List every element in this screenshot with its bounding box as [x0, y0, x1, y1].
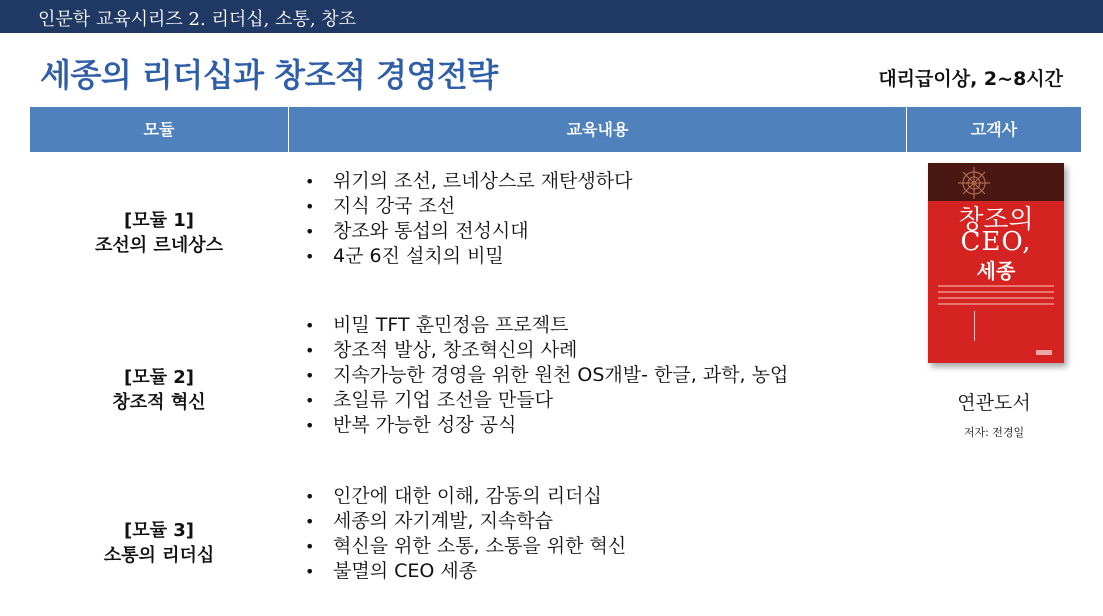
book-title-line2: CEO, [960, 227, 1032, 257]
ornament-icon [956, 165, 992, 201]
list-item: • 지식 강국 조선 [303, 194, 632, 219]
list-item: • 반복 가능한 성장 공식 [303, 413, 788, 438]
column-header-content: 교육내용 [289, 107, 907, 152]
book-blurb-lines [938, 285, 1054, 309]
module-tag: [모듈 1] [123, 210, 195, 231]
book-divider [974, 311, 975, 341]
list-item: • 비밀 TFT 훈민정음 프로젝트 [303, 313, 788, 338]
module-name: 소통의 리더십 [103, 545, 215, 566]
publisher-logo [1036, 350, 1052, 355]
list-item: • 세종의 자기계발, 지속학습 [303, 509, 626, 534]
list-item: • 인간에 대한 이해, 감동의 리더십 [303, 484, 626, 509]
module-3-label [30, 518, 288, 568]
list-item: • 창조와 통섭의 전성시대 [303, 219, 632, 244]
header-bar [0, 0, 1103, 33]
page-title: 세종의 리더십과 창조적 경영전략 [40, 56, 498, 94]
module-tag: [모듈 2] [123, 367, 195, 388]
list-item: • 창조적 발상, 창조혁신의 사례 [303, 338, 788, 363]
module-1-label [30, 208, 288, 258]
book-title-line1: 창조의 [958, 205, 1034, 235]
module-name: 조선의 르네상스 [95, 235, 223, 256]
book-author: 저자: 전경일 [963, 426, 1025, 439]
module-tag: [모듈 3] [123, 520, 195, 541]
book-caption: 연관도서 [957, 392, 1031, 414]
module-1-content-list [303, 169, 632, 269]
audience-duration: 대리급이상, 2~8시간 [878, 68, 1063, 90]
column-header-client: 고객사 [970, 120, 1018, 139]
module-2-content-list [303, 313, 788, 438]
column-header-module: 모듈 [30, 107, 289, 152]
module-name: 창조적 혁신 [112, 392, 206, 413]
header-bar-text: 인문학 교육시리즈 2. 리더십, 소통, 창조 [38, 9, 357, 30]
list-item: • 지속가능한 경영을 위한 원천 OS개발- 한글, 과학, 농업 [303, 363, 788, 388]
list-item: • 위기의 조선, 르네상스로 재탄생하다 [303, 169, 632, 194]
list-item: • 혁신을 위한 소통, 소통을 위한 혁신 [303, 534, 626, 559]
module-2-label [30, 365, 288, 415]
book-cover-band [928, 163, 1064, 201]
table-header [30, 107, 1081, 152]
book-title-line3: 세종 [976, 259, 1016, 283]
list-item: • 4군 6진 설치의 비밀 [303, 244, 632, 269]
list-item: • 불멸의 CEO 세종 [303, 559, 626, 584]
book-cover [928, 163, 1064, 363]
list-item: • 초일류 기업 조선을 만들다 [303, 388, 788, 413]
module-3-content-list [303, 484, 626, 584]
